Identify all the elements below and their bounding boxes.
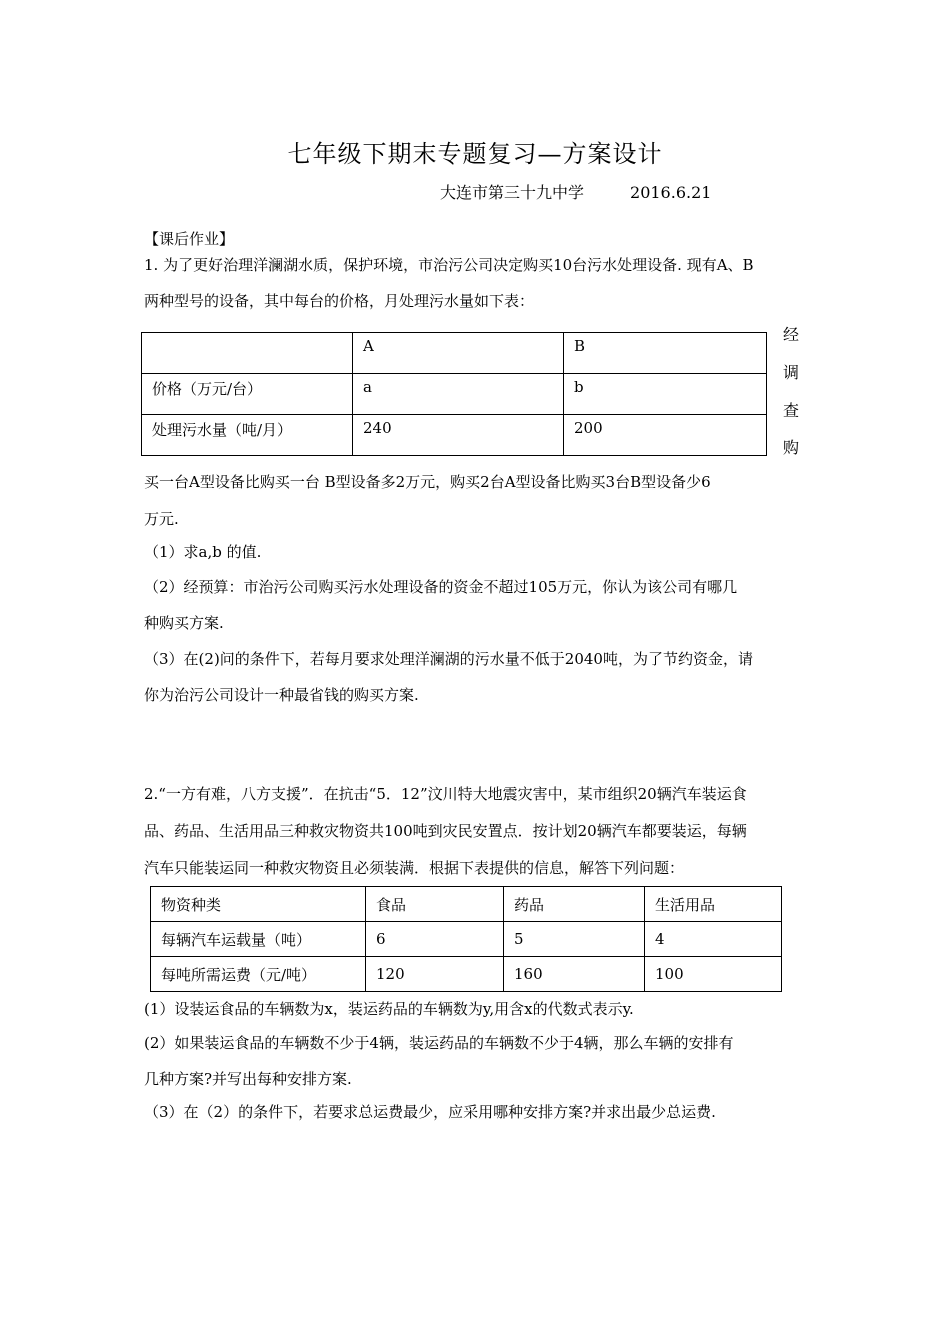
q2-table bbox=[150, 886, 782, 992]
q2-intro-line2: 品、药品、生活用品三种救灾物资共100吨到灾民安置点．按计划20辆汽车都要装运，每辆 bbox=[144, 822, 747, 840]
school-name: 大连市第三十九中学 bbox=[440, 183, 585, 202]
table-row bbox=[151, 887, 782, 922]
table-row bbox=[151, 957, 782, 992]
q1-sub3-line2: 你为治污公司设计一种最省钱的购买方案. bbox=[144, 686, 419, 704]
table-cell: 6 bbox=[366, 922, 504, 957]
table-cell: 4 bbox=[645, 922, 782, 957]
table-row bbox=[142, 374, 767, 415]
q2-intro-line3: 汽车只能装运同一种救灾物资且必须装满．根据下表提供的信息，解答下列问题： bbox=[144, 859, 685, 877]
table-cell: 物资种类 bbox=[151, 887, 366, 922]
q2-sub2-line1: (2）如果装运食品的车辆数不少于4辆，装运药品的车辆数不少于4辆，那么车辆的安排有 bbox=[144, 1034, 734, 1052]
side-char: 购 bbox=[783, 438, 800, 457]
date: 2016.6.21 bbox=[630, 183, 712, 202]
q2-sub1: (1）设装运食品的车辆数为x，装运药品的车辆数为y,用含x的代数式表示y. bbox=[144, 1000, 634, 1018]
table-cell: 200 bbox=[564, 415, 767, 456]
side-char: 调 bbox=[783, 363, 800, 382]
table-cell: 160 bbox=[504, 957, 645, 992]
table-row bbox=[142, 415, 767, 456]
q1-table bbox=[141, 332, 767, 456]
table-cell: 每辆汽车运载量（吨） bbox=[151, 922, 366, 957]
table-cell: 120 bbox=[366, 957, 504, 992]
side-char: 经 bbox=[783, 325, 800, 344]
table-row bbox=[142, 333, 767, 374]
table-cell: B bbox=[564, 333, 767, 374]
table-row bbox=[151, 922, 782, 957]
table-cell: 药品 bbox=[504, 887, 645, 922]
byline bbox=[440, 180, 711, 203]
table-cell: 每吨所需运费（元/吨） bbox=[151, 957, 366, 992]
table-cell: a bbox=[353, 374, 564, 415]
table-cell: 生活用品 bbox=[645, 887, 782, 922]
table-cell: 5 bbox=[504, 922, 645, 957]
table-cell: A bbox=[353, 333, 564, 374]
table-cell: b bbox=[564, 374, 767, 415]
table-cell: 处理污水量（吨/月） bbox=[142, 415, 353, 456]
table-cell: 食品 bbox=[366, 887, 504, 922]
table-cell bbox=[142, 333, 353, 374]
table-cell: 240 bbox=[353, 415, 564, 456]
q1-sub2-line1: （2）经预算：市治污公司购买污水处理设备的资金不超过105万元，你认为该公司有哪几 bbox=[144, 578, 738, 596]
q1-intro-line1: 1. 为了更好治理洋澜湖水质，保护环境，市治污公司决定购买10台污水处理设备. 现有A、B bbox=[144, 256, 754, 274]
q1-sub2-line2: 种购买方案. bbox=[144, 614, 224, 632]
q1-sub1: （1）求a,b 的值. bbox=[144, 543, 262, 561]
q1-intro-line2: 两种型号的设备，其中每台的价格，月处理污水量如下表： bbox=[144, 292, 535, 310]
table-cell: 价格（万元/台） bbox=[142, 374, 353, 415]
table-cell: 100 bbox=[645, 957, 782, 992]
q1-line3: 买一台A型设备比购买一台 B型设备多2万元，购买2台A型设备比购买3台B型设备少6 bbox=[144, 473, 711, 491]
q2-sub2-line2: 几种方案?并写出每种安排方案. bbox=[144, 1070, 352, 1088]
q1-line4: 万元. bbox=[144, 510, 179, 528]
page-title: 七年级下期末专题复习—方案设计 bbox=[287, 140, 663, 168]
q2-sub3: （3）在（2）的条件下，若要求总运费最少，应采用哪种安排方案?并求出最少总运费. bbox=[144, 1103, 716, 1121]
q1-sub3-line1: （3）在(2)问的条件下，若每月要求处理洋澜湖的污水量不低于2040吨，为了节约资金，请 bbox=[144, 650, 753, 668]
side-char: 查 bbox=[783, 401, 800, 420]
section-label: 【课后作业】 bbox=[144, 230, 235, 248]
q2-intro-line1: 2.“一方有难，八方支援”．在抗击“5．12”汶川特大地震灾害中，某市组织20辆汽车装运食 bbox=[144, 785, 747, 803]
